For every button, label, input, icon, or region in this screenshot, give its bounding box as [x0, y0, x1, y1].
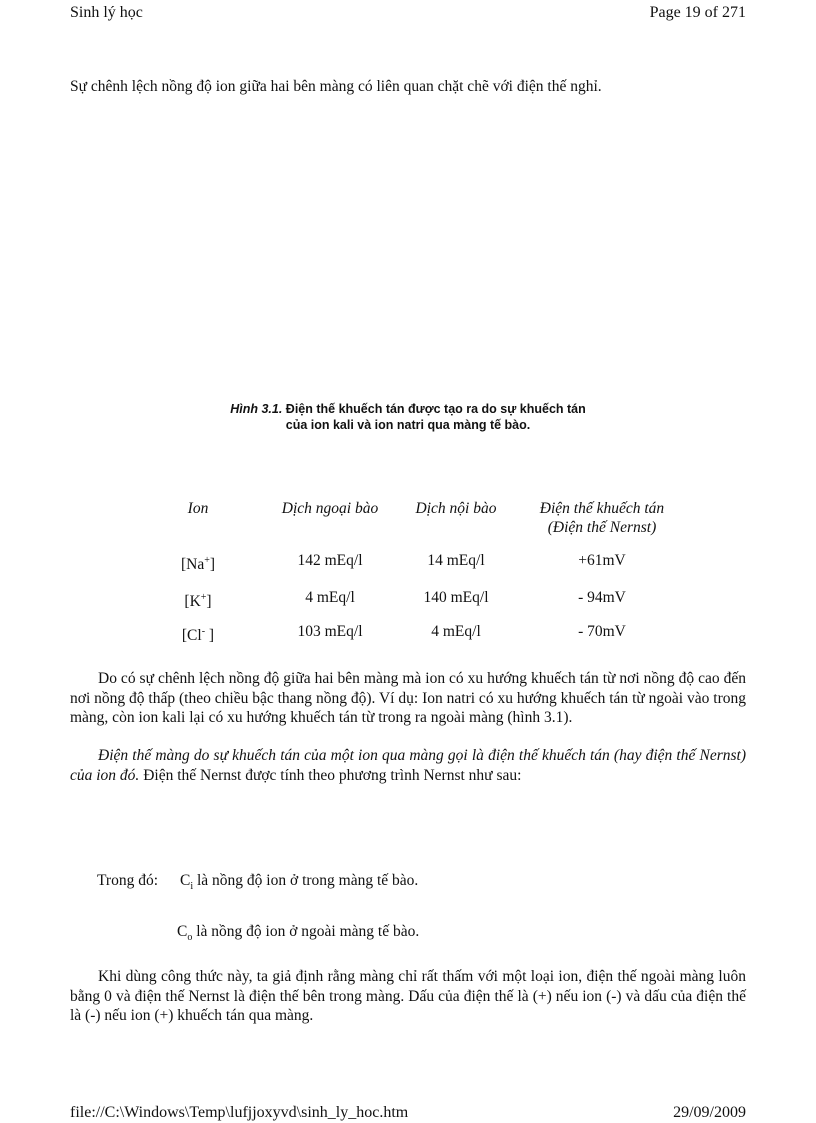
- paragraph-diffusion: Do có sự chênh lệch nồng độ giữa hai bên màng mà ion có xu hướng khuếch tán từ nơi nồng độ cao đến nơi nồng độ thấp (theo chiều bậc thang nồng độ). Ví dụ: Ion natri có xu hướng khuếch tán từ ngoài vào trong màng, còn ion kali lại có xu hướng khuếch tán từ trong ra ngoài màng (hình 3.1).: [70, 670, 746, 726]
- paragraph-nernst: Điện thế màng do sự khuếch tán của một ion qua màng gọi là điện thế khuếch tán (hay điện thế Nernst) của ion đó. Điện thế Nernst được tính theo phương trình Nernst như sau:: [70, 747, 746, 784]
- table-cell-ion: [Cl- ]: [181, 626, 215, 645]
- table-cell-outside: 103 mEq/l: [297, 623, 363, 640]
- header-outside: Dịch ngoại bào: [281, 500, 379, 517]
- table-cell-inside: 4 mEq/l: [431, 623, 481, 640]
- table-cell-outside: 4 mEq/l: [305, 589, 355, 606]
- figure-caption-line2: của ion kali và ion natri qua màng tế bào.: [285, 418, 531, 432]
- header-title: Sinh lý học: [70, 4, 143, 21]
- figure-caption: [0, 401, 816, 433]
- file-path: file://C:\Windows\Temp\lufjjoxyvd\sinh_ly_hoc.htm: [70, 1104, 409, 1121]
- page-number: Page 19 of 271: [649, 4, 746, 21]
- table-cell-outside: 142 mEq/l: [297, 552, 363, 569]
- definition-co: $C_o$ là nồng độ ion ở ngoài màng tế bào.: [177, 923, 420, 944]
- table-cell-potential: - 70mV: [578, 623, 626, 640]
- header-inside: Dịch nội bào: [415, 500, 497, 517]
- print-date: 29/09/2009: [673, 1104, 746, 1121]
- definition-ci: $C_i$ là nồng độ ion ở trong màng tế bào.: [180, 872, 419, 893]
- header-ion: Ion: [187, 500, 209, 517]
- table-cell-ion: [Na+]: [180, 555, 216, 574]
- figure-label: Hình 3.1.: [230, 402, 283, 416]
- table-cell-inside: 14 mEq/l: [427, 552, 485, 569]
- table-cell-inside: 140 mEq/l: [423, 589, 489, 606]
- paragraph-formula-note: Khi dùng công thức này, ta giả định rằng màng chỉ rất thấm với một loại ion, điện thế ngoài màng luôn bằng 0 và điện thế Nernst là điện thế bên trong màng. Dấu của điện thế là (+) nếu ion (-) và dấu của điện thế là (-) nếu ion (+) khuếch tán qua màng.: [70, 968, 746, 1024]
- header-potential: Điện thế khuếch tán (Điện thế Nernst): [539, 500, 665, 536]
- table-cell-ion: [K+]: [184, 592, 212, 611]
- table-cell-potential: +61mV: [578, 552, 626, 569]
- table-cell-potential: - 94mV: [578, 589, 626, 606]
- figure-caption-line1: Điện thế khuếch tán được tạo ra do sự khuếch tán: [285, 402, 586, 416]
- intro-paragraph: Sự chênh lệch nồng độ ion giữa hai bên màng có liên quan chặt chẽ với điện thế nghỉ.: [70, 78, 602, 95]
- definitions-lead: Trong đó:: [97, 872, 159, 889]
